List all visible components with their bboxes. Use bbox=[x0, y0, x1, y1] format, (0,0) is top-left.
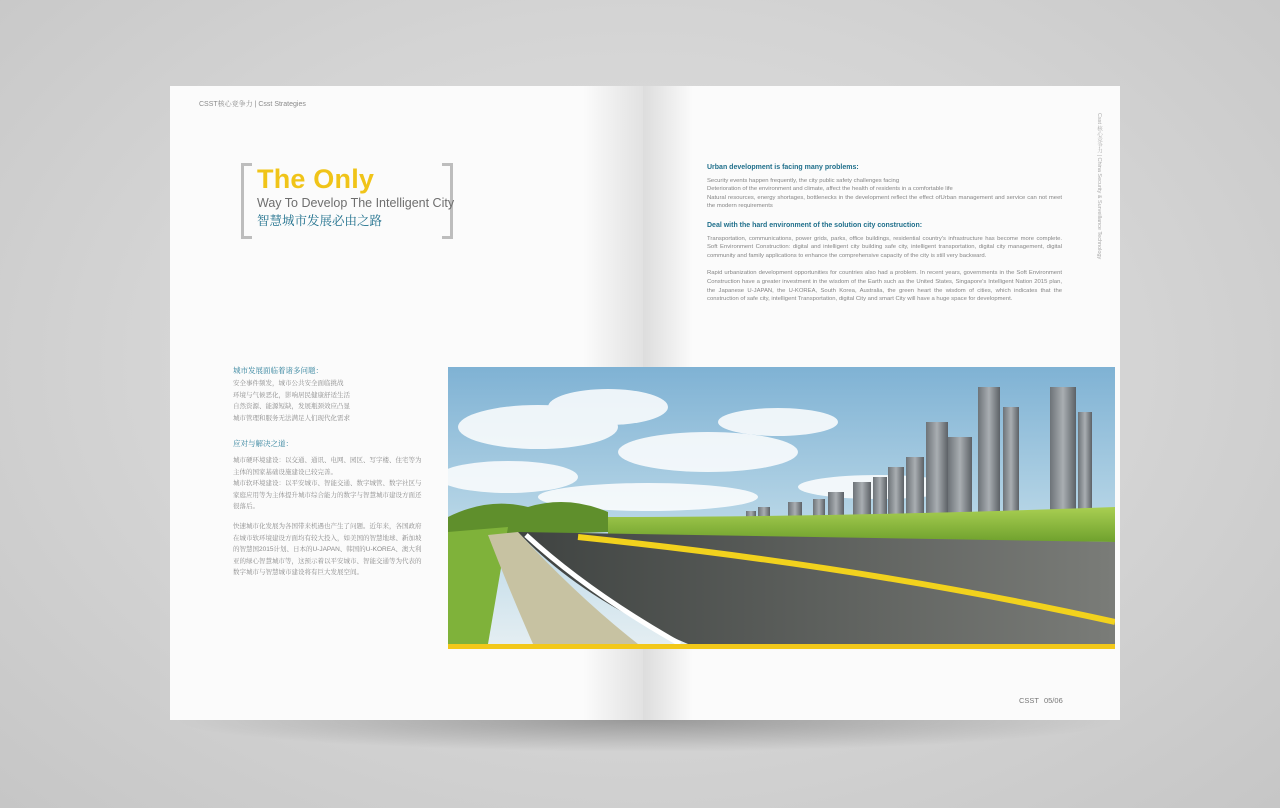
photo-yellow-strip bbox=[448, 644, 1115, 649]
en-paragraph: Rapid urbanization development opportunities for countries also had a problem. In recent years, governments in the Soft Environment Construction have a greater investment in the wisdom of the Earth such as the United States, Singapore's Intelligent Nation 2015 plan, the Japanese U-JAPAN, the U-KOREA, South Korea, Australia, the green heart the wisdom of cities, which indicates that the construction of safe city, intelligent Transportation, digital City and smart City will have a huge space for development. bbox=[707, 270, 1062, 303]
left-bracket bbox=[241, 163, 252, 239]
city-road-photo bbox=[448, 367, 1115, 644]
en-solutions-section bbox=[707, 222, 1062, 313]
en-problem-line: Security events happen frequently, the city public safety challenges facing bbox=[707, 177, 900, 184]
cn-problems-section bbox=[233, 365, 425, 424]
page-number: 05/06 bbox=[1043, 696, 1063, 705]
cn-problem-item: 安全事件频发，城市公共安全面临挑战 bbox=[233, 380, 344, 388]
page-title: The Only bbox=[257, 164, 375, 194]
cn-solutions-section bbox=[233, 438, 425, 587]
page-subtitle-cn: 智慧城市发展必由之路 bbox=[257, 214, 383, 228]
cn-problem-item: 城市管理和服务无法满足人们现代化需求 bbox=[233, 414, 350, 422]
en-paragraph: Transportation, communications, power grids, parks, office buildings, residential country's infrastructure has become more complete. Soft Environment Construction: digital and intelligent city building safe city, intelligent transportation, digital city management, digital community and family applications to enhance the comprehensive capacity of the city is still very backward. bbox=[707, 235, 1062, 259]
cn-solutions-heading: 应对与解决之道： bbox=[233, 439, 293, 448]
en-solutions-heading: Deal with the hard environment of the solution city construction: bbox=[707, 222, 923, 229]
running-head: CSST核心竞争力 | Csst Strategies bbox=[199, 101, 306, 108]
cn-problems-heading: 城市发展面临着诸多问题： bbox=[233, 366, 323, 375]
en-problems-heading: Urban development is facing many problems: bbox=[707, 164, 859, 171]
city-road-illustration bbox=[448, 367, 1115, 644]
en-problems-section bbox=[707, 164, 1062, 211]
en-problem-line: Natural resources, energy shortages, bottlenecks in the development reflect the effect ofUrban management and service can not meet the modern requirements bbox=[707, 194, 1062, 210]
footer-brand: CSST bbox=[1019, 696, 1039, 705]
cn-paragraph: 城市硬环境建设：以交通、通讯、电网、园区、写字楼、住宅等为主体的国家基础设施建设已较完善。 bbox=[233, 457, 422, 476]
en-problem-line: Deterioration of the environment and climate, affect the health of residents in a comfortable life bbox=[707, 186, 953, 193]
cn-problem-item: 环境与气候恶化，影响居民健康舒适生活 bbox=[233, 391, 350, 399]
vertical-running-head: Csst 核心竞争力 | China Security & Surveillance Technology bbox=[1096, 113, 1102, 260]
cn-paragraph: 快速城市化发展为各国带来机遇也产生了问题。近年来，各国政府在城市软环境建设方面均有较大投入，如美国的智慧地球、新加坡的智慧国2015计划、日本的U-JAPAN、韩国的U-KOREA、澳大利亚的绿心智慧城市等，这预示着以平安城市、智能交通等为代表的数字城市与智慧城市建设将有巨大发展空间。 bbox=[233, 523, 422, 577]
page-subtitle: Way To Develop The Intelligent City bbox=[257, 196, 455, 210]
page-footer bbox=[1019, 696, 1063, 705]
cn-problem-item: 自然资源、能源短缺，发展瓶颈效应凸显 bbox=[233, 403, 350, 411]
cn-paragraph: 城市软环境建设：以平安城市、智能交通、数字城管、数字社区与家庭应用等为主体提升城市综合能力的数字与智慧城市建设方面还很落后。 bbox=[233, 480, 422, 511]
